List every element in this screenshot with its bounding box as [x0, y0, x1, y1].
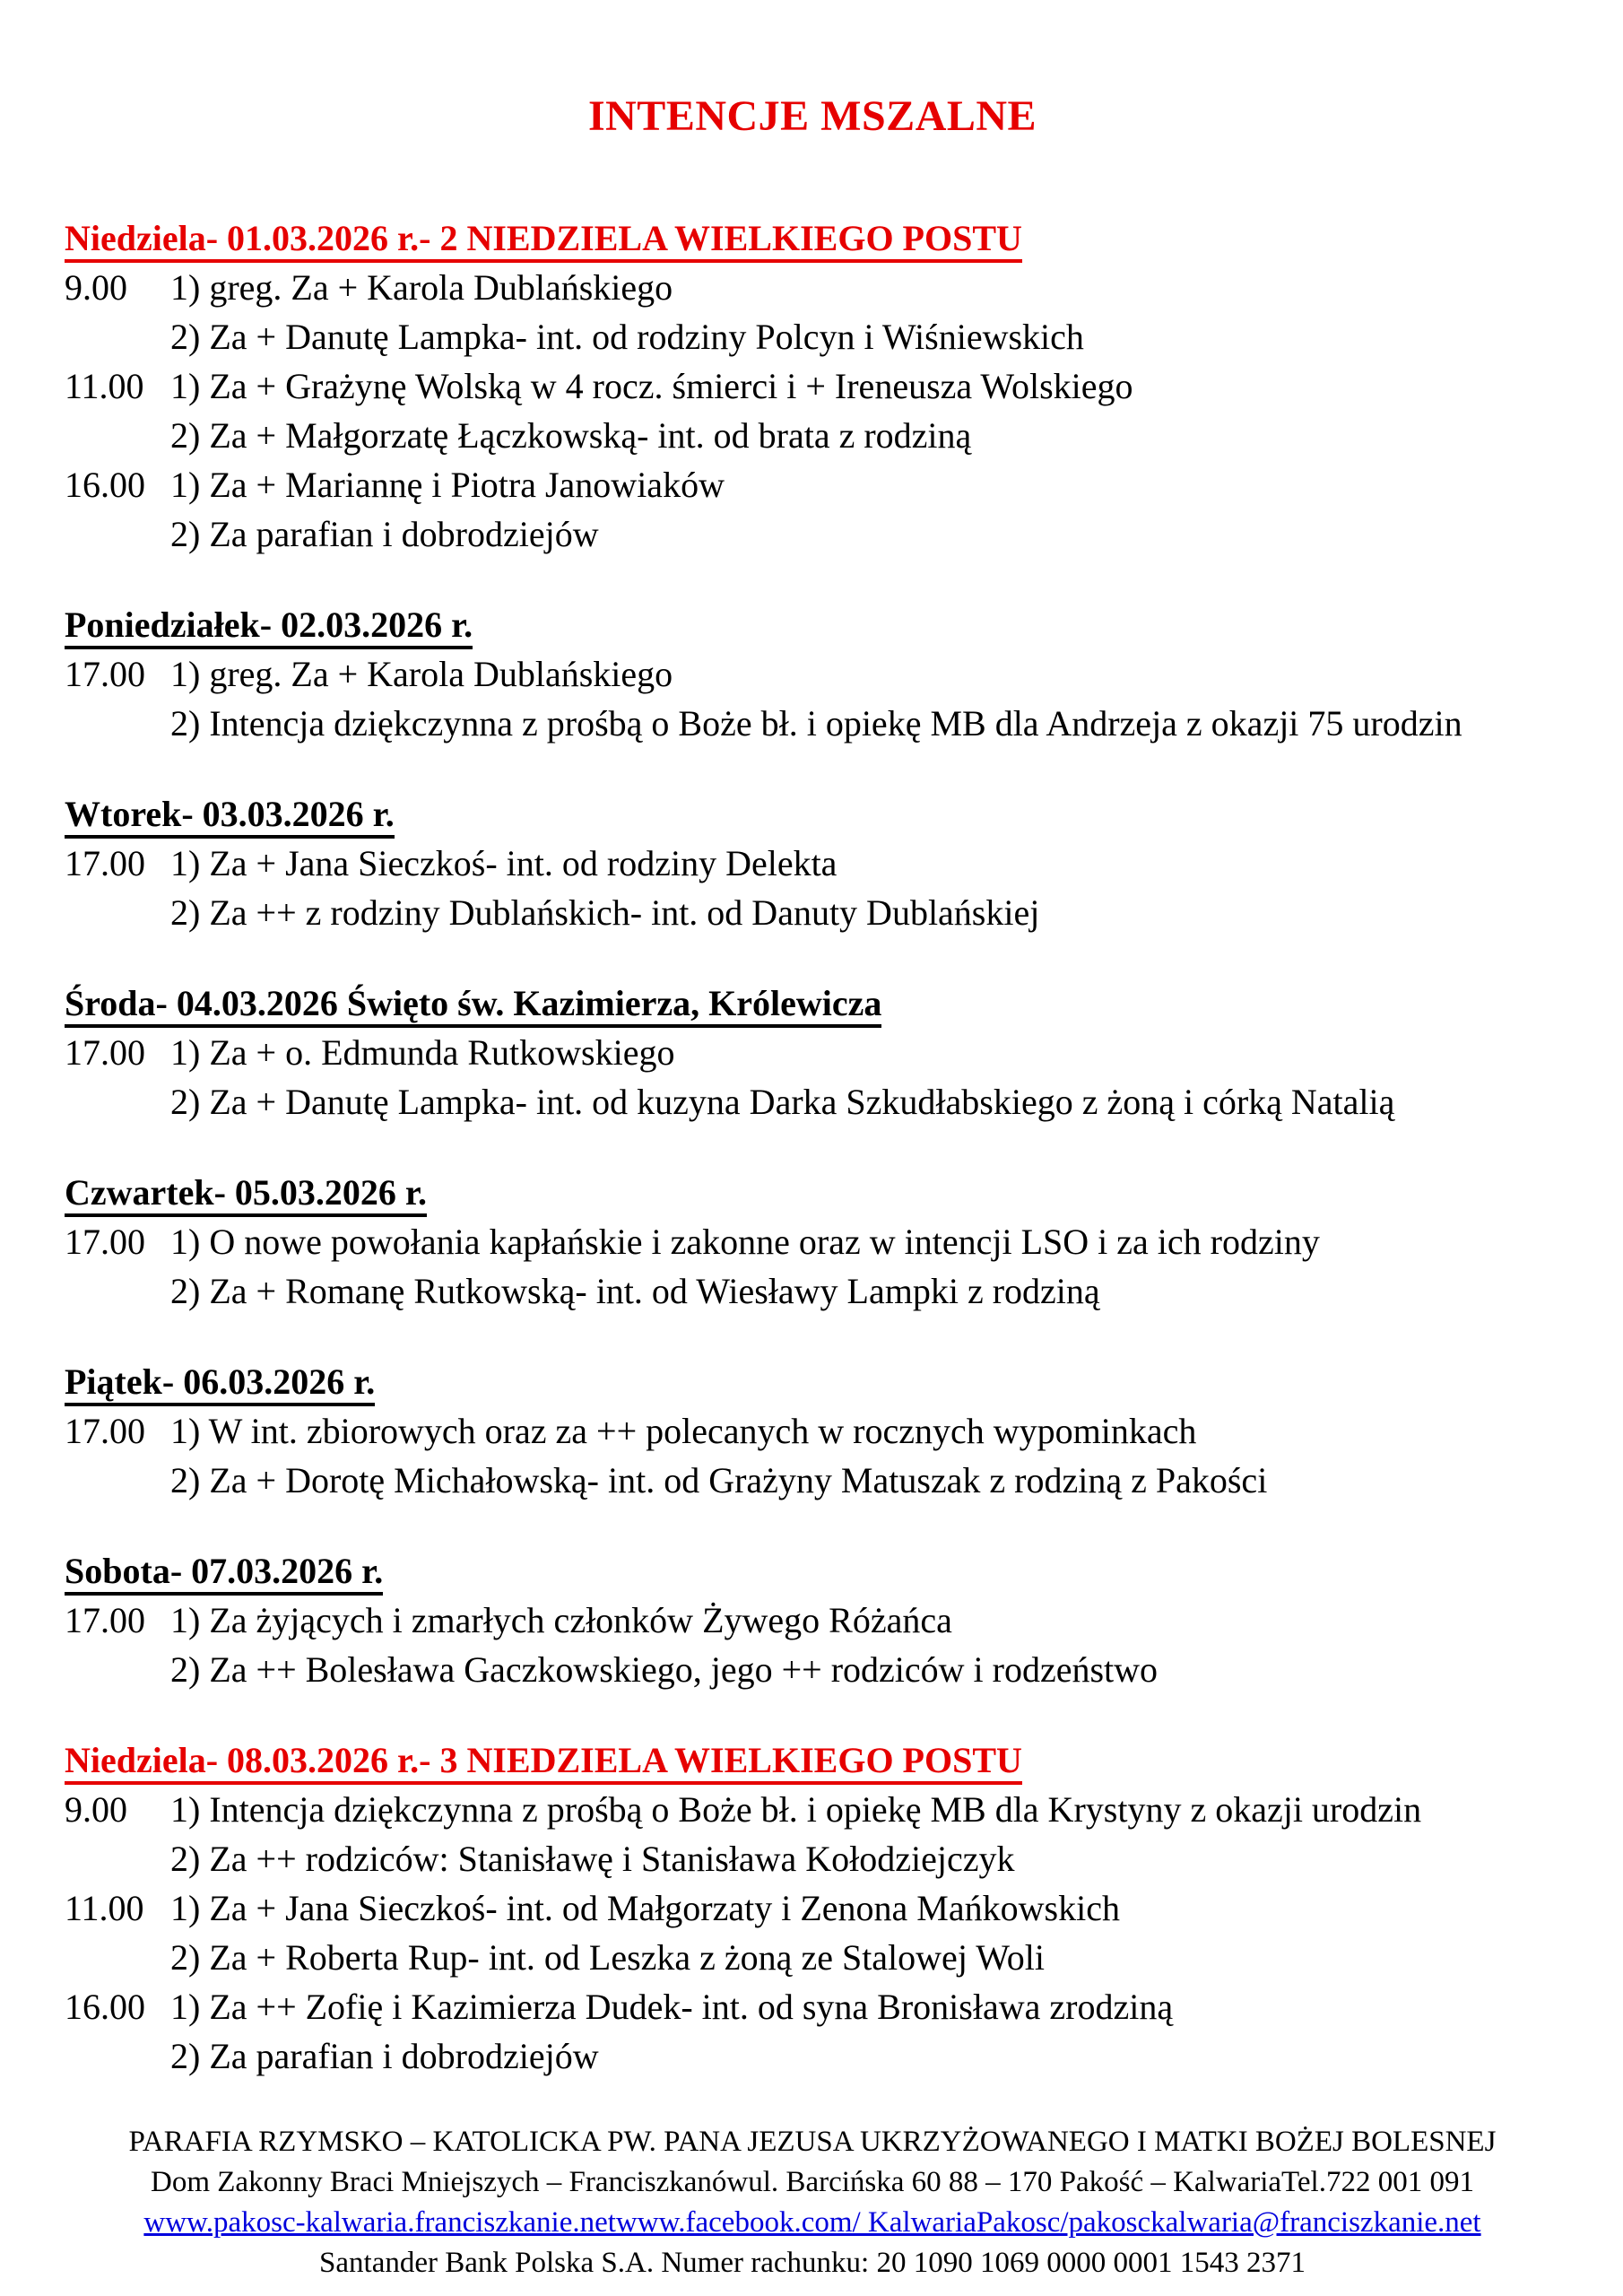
intention-row	[65, 888, 1560, 937]
page-title: INTENCJE MSZALNE	[587, 92, 1037, 140]
intention-text: 1) Intencja dziękczynna z prośbą o Boże bł. i opiekę MB dla Krystyny z okazji urodzin	[170, 1789, 1422, 1830]
intention-text: 2) Za + Dorotę Michałowską- int. od Grażyny Matuszak z rodziną z Pakości	[170, 1460, 1268, 1500]
intention-row	[65, 1406, 1560, 1456]
mass-time: 17.00	[65, 1411, 145, 1451]
mass-time	[65, 699, 170, 748]
intention-text: 2) Za + Roberta Rup- int. od Leszka z żoną ze Stalowej Woli	[170, 1937, 1045, 1978]
day-section-sobota-07-03	[65, 1546, 1560, 1694]
intention-row	[65, 1077, 1560, 1126]
website-link[interactable]: www.pakosc-kalwaria.franciszkanie.netwww.facebook.com/ KalwariaPakosc/pakosckalwaria@franciszkanie.net	[143, 2206, 1481, 2239]
intention-text: 1) Za + Mariannę i Piotra Janowiaków	[170, 465, 725, 505]
intention-row	[65, 1217, 1560, 1266]
section-header: Piątek- 06.03.2026 r.	[65, 1357, 1560, 1406]
mass-time: 17.00	[65, 843, 145, 883]
intention-text: 1) greg. Za + Karola Dublańskiego	[170, 267, 673, 308]
mass-time	[65, 1645, 170, 1694]
intention-text: 1) Za żyjących i zmarłych członków Żywego Różańca	[170, 1600, 952, 1640]
intention-row	[65, 1834, 1560, 1883]
mass-time: 16.00	[65, 1987, 145, 2027]
section-header: Czwartek- 05.03.2026 r.	[65, 1168, 1560, 1217]
intention-text: 1) Za + o. Edmunda Rutkowskiego	[170, 1032, 675, 1073]
day-section-piatek-06-03	[65, 1357, 1560, 1505]
mass-time	[65, 2031, 170, 2081]
day-section-wtorek-03-03	[65, 789, 1560, 937]
mass-time: 17.00	[65, 1600, 145, 1640]
intention-text: 2) Za + Małgorzatę Łączkowską- int. od brata z rodziną	[170, 415, 972, 456]
intention-row	[65, 509, 1560, 559]
day-section-sroda-04-03	[65, 978, 1560, 1126]
parish-footer	[65, 2122, 1560, 2283]
mass-time	[65, 411, 170, 460]
mass-time: 11.00	[65, 366, 144, 406]
intention-row	[65, 1982, 1560, 2031]
mass-time	[65, 1456, 170, 1505]
intention-row	[65, 1645, 1560, 1694]
intention-row	[65, 263, 1560, 312]
intention-text: 2) Za parafian i dobrodziejów	[170, 514, 599, 554]
mass-time: 16.00	[65, 465, 145, 505]
mass-time: 17.00	[65, 654, 145, 694]
intention-row	[65, 1785, 1560, 1834]
intention-row	[65, 1596, 1560, 1645]
intention-text: 1) W int. zbiorowych oraz za ++ polecanych w rocznych wypominkach	[170, 1411, 1197, 1451]
intention-row	[65, 312, 1560, 361]
intention-row	[65, 361, 1560, 411]
intention-row	[65, 1456, 1560, 1505]
mass-time	[65, 1266, 170, 1316]
intention-row	[65, 699, 1560, 748]
mass-time	[65, 1834, 170, 1883]
section-header: Niedziela- 08.03.2026 r.- 3 NIEDZIELA WIELKIEGO POSTU	[65, 1735, 1560, 1785]
section-header: Wtorek- 03.03.2026 r.	[65, 789, 1560, 839]
intention-text: 1) Za + Grażynę Wolską w 4 rocz. śmierci i + Ireneusza Wolskiego	[170, 366, 1133, 406]
intention-text: 1) Za + Jana Sieczkoś- int. od rodziny Delekta	[170, 843, 838, 883]
intention-row	[65, 2031, 1560, 2081]
section-header: Sobota- 07.03.2026 r.	[65, 1546, 1560, 1596]
intention-text: 2) Za ++ z rodziny Dublańskich- int. od Danuty Dublańskiej	[170, 892, 1040, 933]
mass-time	[65, 1077, 170, 1126]
mass-time: 11.00	[65, 1888, 144, 1928]
mass-time	[65, 1933, 170, 1982]
intention-row	[65, 649, 1560, 699]
bank-account: Santander Bank Polska S.A. Numer rachunku: 20 1090 1069 0000 0001 1543 2371	[319, 2247, 1306, 2279]
intention-text: 1) O nowe powołania kapłańskie i zakonne oraz w intencji LSO i za ich rodziny	[170, 1222, 1320, 1262]
intention-row	[65, 1266, 1560, 1316]
mass-time: 9.00	[65, 267, 127, 308]
day-section-niedziela-08-03	[65, 1735, 1560, 2081]
mass-time: 9.00	[65, 1789, 127, 1830]
intention-row	[65, 1883, 1560, 1933]
intention-text: 2) Za ++ rodziców: Stanisławę i Stanisława Kołodziejczyk	[170, 1839, 1015, 1879]
intention-text: 2) Za + Romanę Rutkowską- int. od Wiesławy Lampki z rodziną	[170, 1271, 1100, 1311]
mass-time: 17.00	[65, 1222, 145, 1262]
intention-row	[65, 460, 1560, 509]
mass-time: 17.00	[65, 1032, 145, 1073]
parish-name: PARAFIA RZYMSKO – KATOLICKA PW. PANA JEZUSA UKRZYŻOWANEGO I MATKI BOŻEJ BOLESNEJ	[128, 2126, 1497, 2158]
day-section-niedziela-01-03	[65, 213, 1560, 559]
intention-text: 1) greg. Za + Karola Dublańskiego	[170, 654, 673, 694]
section-header: Niedziela- 01.03.2026 r.- 2 NIEDZIELA WIELKIEGO POSTU	[65, 213, 1560, 263]
day-section-poniedzialek-02-03	[65, 600, 1560, 748]
intention-text: 1) Za ++ Zofię i Kazimierza Dudek- int. od syna Bronisława zrodziną	[170, 1987, 1174, 2027]
intention-row	[65, 839, 1560, 888]
intention-row	[65, 1028, 1560, 1077]
intention-text: 2) Za ++ Bolesława Gaczkowskiego, jego ++ rodziców i rodzeństwo	[170, 1649, 1159, 1690]
section-header: Poniedziałek- 02.03.2026 r.	[65, 600, 1560, 649]
intention-text: 2) Intencja dziękczynna z prośbą o Boże bł. i opiekę MB dla Andrzeja z okazji 75 urodzin	[170, 703, 1462, 744]
intention-row	[65, 1933, 1560, 1982]
section-header: Środa- 04.03.2026 Święto św. Kazimierza, Królewicza	[65, 978, 1560, 1028]
mass-time	[65, 509, 170, 559]
intention-text: 2) Za + Danutę Lampka- int. od kuzyna Darka Szkudłabskiego z żoną i córką Natalią	[170, 1082, 1395, 1122]
intention-text: 1) Za + Jana Sieczkoś- int. od Małgorzaty i Zenona Mańkowskich	[170, 1888, 1120, 1928]
parish-address: Dom Zakonny Braci Mniejszych – Franciszkanówul. Barcińska 60 88 – 170 Pakość – KalwariaTel.722 001 091	[151, 2166, 1474, 2198]
mass-time	[65, 888, 170, 937]
intention-text: 2) Za + Danutę Lampka- int. od rodziny Polcyn i Wiśniewskich	[170, 317, 1084, 357]
intention-row	[65, 411, 1560, 460]
mass-time	[65, 312, 170, 361]
intention-text: 2) Za parafian i dobrodziejów	[170, 2036, 599, 2076]
day-section-czwartek-05-03	[65, 1168, 1560, 1316]
